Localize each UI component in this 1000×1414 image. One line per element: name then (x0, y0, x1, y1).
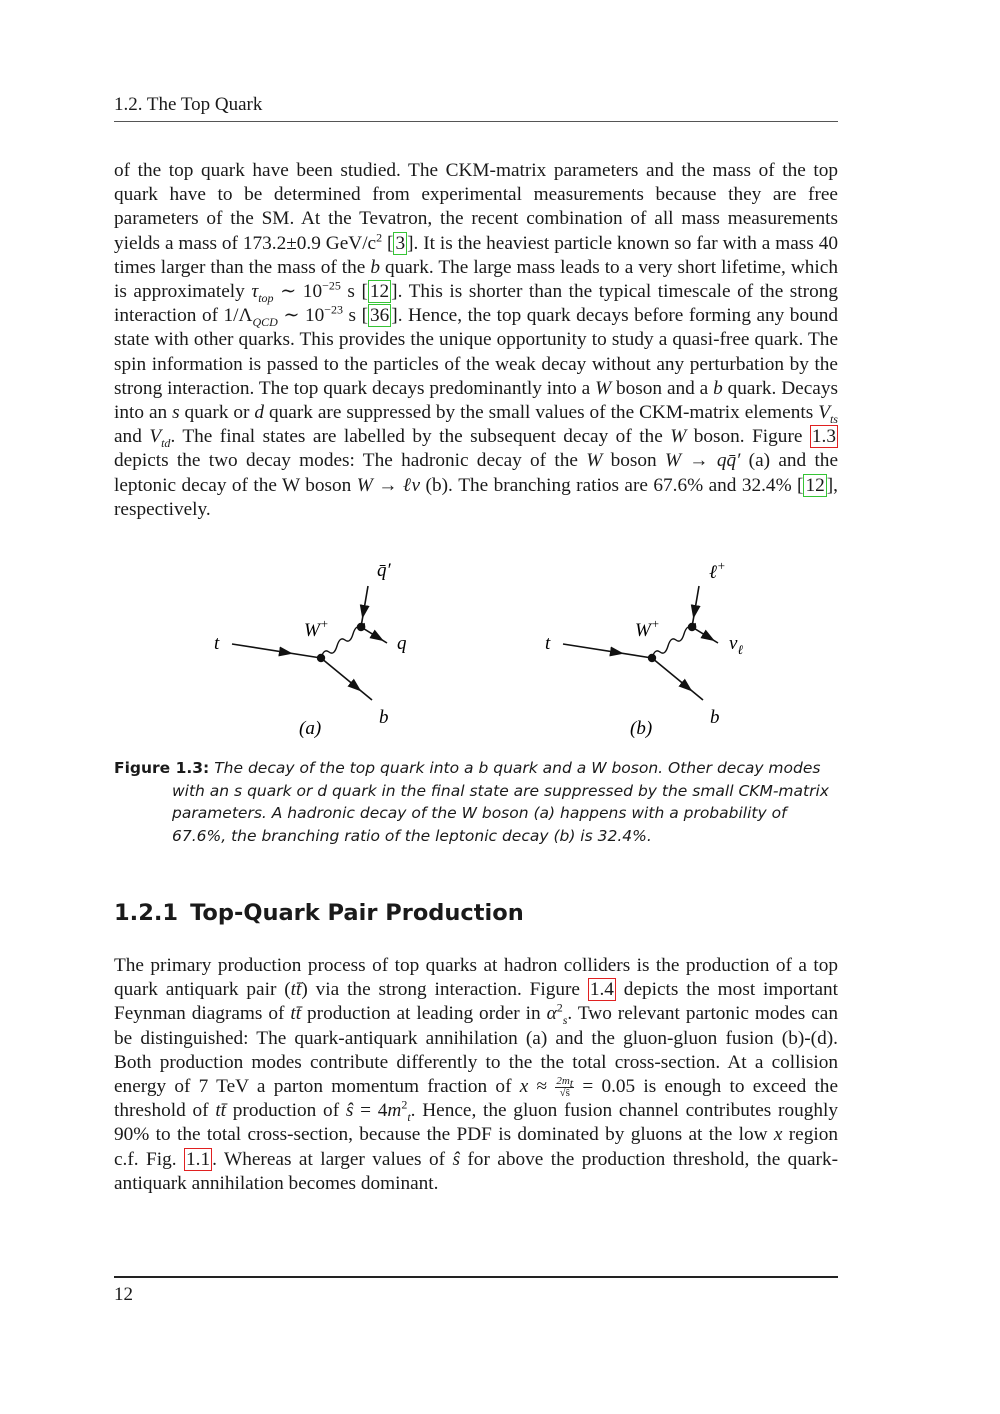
label-w: W+ (304, 616, 329, 641)
label-lepton: ℓ+ (709, 558, 726, 583)
section-heading: 1.2.1 Top-Quark Pair Production (114, 900, 524, 926)
diagram-b-label: (b) (630, 718, 653, 739)
b-quark-line (652, 658, 703, 700)
quark-line (361, 627, 387, 643)
top-quark-line (563, 644, 652, 658)
label-b: b (710, 707, 720, 728)
caption-text: The decay of the top quark into a b quark and a W boson. Other decay modes with an s quark or d quark in the final state are suppressed by the small CKM-matrix parameters. A hadronic decay of the W boson (a) happens with a probability of 67.6%, the branching ratio of the leptonic decay (b) is 32.4%. (172, 759, 829, 845)
vertex-dot (317, 654, 325, 662)
label-t: t (545, 633, 551, 654)
citation-link-12[interactable]: 12 (805, 474, 825, 496)
citation-link-12[interactable]: 12 (369, 281, 390, 303)
figure-link-1-3[interactable]: 1.3 (811, 426, 836, 448)
body-paragraph-2: The primary production process of top quarks at hadron colliders is the production of a top quark antiquark pair (tt̄) via the strong interaction. Figure 1.4 depicts the most important Feynman diagrams of tt̄ production at leading order in $\alpha^2_s$. Two relevant partonic modes can be distinguished: The quark-antiquark annihilation (a) and the gluon-gluon fusion (b)-(d). Both production modes contribute differently to the the total cross-section. At a collision energy of 7 TeV a parton momentum fraction of x ≈ $\frac{2m_t}{√ŝ}$ = 0.05 is enough to exceed the threshold of tt̄ production of ŝ = $4m^2_t$. Hence, the gluon fusion channel contributes roughly 90% to the total cross-section, because the PDF is dominated by gluons at the low x region c.f. Fig. 1.1 . Whereas at larger values of ŝ for above the production threshold, the quark-antiquark annihilation becomes dominant. (114, 955, 839, 1194)
feynman-diagrams (190, 552, 790, 747)
label-q: q (397, 633, 407, 654)
figure-caption (114, 757, 840, 847)
label-w: W+ (635, 616, 660, 641)
diagram-a (214, 560, 407, 739)
caption-label: Figure 1.3: (114, 759, 210, 777)
label-b: b (379, 707, 389, 728)
antiquark-line (361, 586, 368, 627)
neutrino-line (692, 627, 718, 643)
page-number: 12 (114, 1284, 133, 1305)
running-header: 1.2. The Top Quark (114, 94, 263, 115)
figure-link-1-1[interactable]: 1.1 (186, 1148, 211, 1170)
b-quark-line (321, 658, 372, 700)
citation-link-36[interactable]: 36 (369, 305, 390, 327)
figure-link-1-4[interactable]: 1.4 (589, 979, 614, 1001)
header-rule (114, 121, 838, 122)
citation-link-3[interactable]: 3 (395, 232, 406, 254)
vertex-dot (357, 623, 365, 631)
body-paragraph-1: of the top quark have been studied. The CKM-matrix parameters and the mass of the top quark have to be determined from experimental measurements because they are free parameters of the SM. At the Tevatron, the recent combination of all mass measurements yields a mass of 173.2±0.9 GeV/$c^2$ [ 3 ]. It is the heaviest particle known so far with a mass 40 times larger than the mass of the b quark. The large mass leads to a very short lifetime, which is approximately $\tau_{top}$ ∼ $10^{-25}$ s [ 12 ]. This is shorter than the typical timescale of the strong interaction of $1/\Lambda_{QCD}$ ∼ $10^{-23}$ s [ 36 ]. Hence, the top quark decays before forming any bound state with other quarks. This provides the unique opportunity to study a quasi-free quark. The spin information is passed to the particles of the weak decay without any perturbation by the strong interaction. The top quark decays predominantly into a W boson and a b quark. Decays into an s quark or d quark are suppressed by the small values of the CKM-matrix elements $V_{ts}$ and $V_{td}$. The final states are labelled by the subsequent decay of the W boson. Figure 1.3 depicts the two decay modes: The hadronic decay of the W boson W → qq̄′ (a) and the leptonic decay of the W boson W → ℓν (b). The branching ratios are 67.6% and 32.4% [ 12 ], respectively. (114, 160, 839, 520)
diagram-b (545, 558, 743, 739)
vertex-dot (688, 623, 696, 631)
label-t: t (214, 633, 220, 654)
lepton-line (692, 586, 699, 627)
top-quark-line (232, 644, 321, 658)
label-neutrino: $\nu_\ell$ (729, 633, 743, 657)
fraction: $\frac{2m_t}{√ŝ}$ (556, 1075, 574, 1100)
footer-rule (114, 1276, 838, 1278)
vertex-dot (648, 654, 656, 662)
label-qbar-prime: q̄′ (377, 560, 391, 581)
diagram-a-label: (a) (299, 718, 322, 739)
